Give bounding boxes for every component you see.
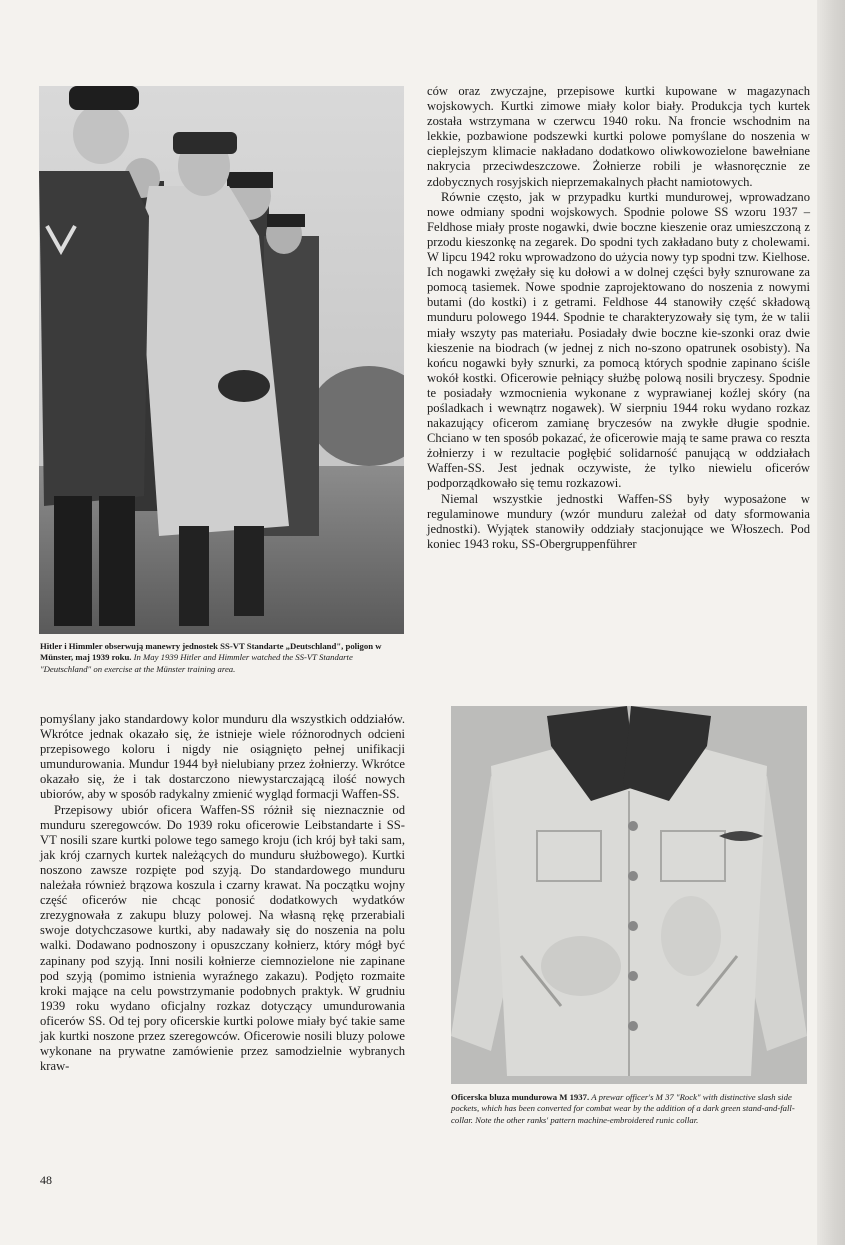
caption-1-polish: Hitler i Himmler obserwują manewry jednostek SS-VT Standarte „Deutschland", poligon w Münster, maj 1939 roku. — [40, 641, 382, 663]
photo-hitler-himmler-caption — [40, 641, 404, 675]
photo-officer-tunic — [451, 706, 807, 1084]
left-column-text — [40, 712, 405, 1074]
right-column-text — [427, 84, 810, 552]
paragraph: Przepisowy ubiór oficera Waffen-SS różnił się nieznacznie od munduru szeregowców. Do 1939 roku oficerowie Leibstandarte i SS-VT nosili szare kurtki polowe tego samego kroju (ich krój był taki sam, jak krój czarnych kurtek należących do munduru służbowego). Kurtki noszono zawsze rozpięte pod szyją. Do standardowego munduru należała również brązowa koszula i czarny krawat. Na początku wojny część oficerów nie chcąc ponosić dodatkowych wydatków zrezygnowała z zakupu bluzy polowej. Na własną rękę przerabiali swoje dotychczasowe kurtki, aby nadawały się do noszenia na polu walki. Dodawano podnoszony i opuszczany kołnierz, który mógł być zapinany pod szyją. Inni nosili kołnierze ciemnozielone nie zapinane pod szyją (pomimo istnienia wyraźnego zakazu). Podjęto rozmaite kroki mające na celu powstrzymanie podobnych praktyk. W grudniu 1939 roku wydano oficjalny rozkaz dotyczący umundurowania oficerów SS. Od tej pory oficerskie kurtki polowe miały być takie same jak kurtki noszone przez szeregowców. Oficerowie nosili bluzy polowe wykonane na prywatne zamówienie przez samodzielnie wybranych kraw- — [40, 802, 405, 1074]
paragraph: Niemal wszystkie jednostki Waffen-SS były wyposażone w regulaminowe mundury (wzór munduru zależał od daty sformowania jednostki). Wyjątek stanowiły oddziały stacjonujące we Włoszech. Pod koniec 1943 roku, SS-Obergruppenführer — [427, 491, 810, 551]
photo-officer-tunic-image — [451, 706, 807, 1084]
photo-officer-tunic-caption — [451, 1092, 808, 1126]
paragraph: Równie często, jak w przypadku kurtki mundurowej, wprowadzano nowe odmiany spodni wojskowych. Spodnie polowe SS wzoru 1937 – Feldhose miały proste nogawki, dwie boczne kieszenie oraz umieszczoną z przodu kieszonkę na zegarek. Do spodni tych zakładano buty z cholewami. W lipcu 1942 roku wprowadzono do użycia nowy typ spodni tzw. Kielhose. Ich nogawki zwężały się ku dołowi a w dolnej części były sznurowane za pomocą tasiemek. Nowe spodnie zaprojektowano do noszenia z nowymi butami (do kostki) i z getrami. Feldhose 44 stanowiły część składową munduru polowego 1944. Spodnie te charakteryzowały się tym, że w talii miały wszyty pas materiału. Posiadały dwie boczne kie-szonki oraz dwie kieszenie na biodrach (w jednej z nich no-szono opatrunek osobisty). Na końcu nogawki były sznurki, za pomocą których spodnie zapinano ściśle wokół kostki. Oficerowie pełniący służbę polową nosili bryczesy. Spodnie te posiadały wzmocnienia wykonane z wyprawianej koźlej skóry (na pośladkach i wewnątrz nogawek). W sierpniu 1944 roku wydano rozkaz nakazujący oficerom zamianę bryczesów na zwykłe długie spodnie. Chciano w ten sposób pokazać, że oficerowie mają te same prawa co reszta żołnierzy i w rezultacie pogłębić solidarność panującą w oddziałach Waffen-SS. Jest jednak oczywiste, że tylko niewielu oficerów podporządkowało się temu rozkazowi. — [427, 189, 810, 491]
photo-hitler-himmler-image — [39, 86, 404, 634]
page-number: 48 — [40, 1173, 52, 1187]
caption-2-polish: Oficerska bluza mundurowa M 1937. — [451, 1092, 590, 1102]
paragraph: pomyślany jako standardowy kolor munduru dla wszystkich oddziałów. Wkrótce jednak okazało się, że istnieje wiele różnorodnych odcieni przepisowego koloru i nigdy nie osiągnięto pełnej unifikacji umundurowania. Mundur 1944 był nielubiany przez żołnierzy. Wkrótce okazało się, że i tak dostarczono niewystarczającą ilość nowych ubiorów, aby w sposób radykalny zmienić wygląd formacji Waffen-SS. — [40, 712, 405, 802]
page-gutter-shadow — [817, 0, 845, 1245]
caption-2-english: A prewar officer's M 37 "Rock" with distinctive slash side pockets, which has been converted for combat wear by the addition of a dark green stand-and-fall-collar. Note the other ranks' pattern machine-embroidered runic collar. — [451, 1092, 795, 1125]
caption-1-english: In May 1939 Hitler and Himmler watched the SS-VT Standarte "Deutschland" on exercise at the Münster training area. — [40, 652, 353, 674]
photo-hitler-himmler — [39, 86, 404, 634]
paragraph: ców oraz zwyczajne, przepisowe kurtki kupowane w magazynach wojskowych. Kurtki zimowe miały kolor biały. Produkcja tych kurtek została wstrzymana w czerwcu 1940 roku. Na froncie wschodnim na lekkie, pozbawione podszewki kurtki polowe pomyślane do noszenia w cieplejszym klimacie nakładano dodatkowo oliwkowozielone bawełniane nakrycia przeciwdeszczowe. Żołnierze robili je własnoręcznie ze zdobycznych rosyjskich nieprzemakalnych płacht namiotowych. — [427, 84, 810, 189]
